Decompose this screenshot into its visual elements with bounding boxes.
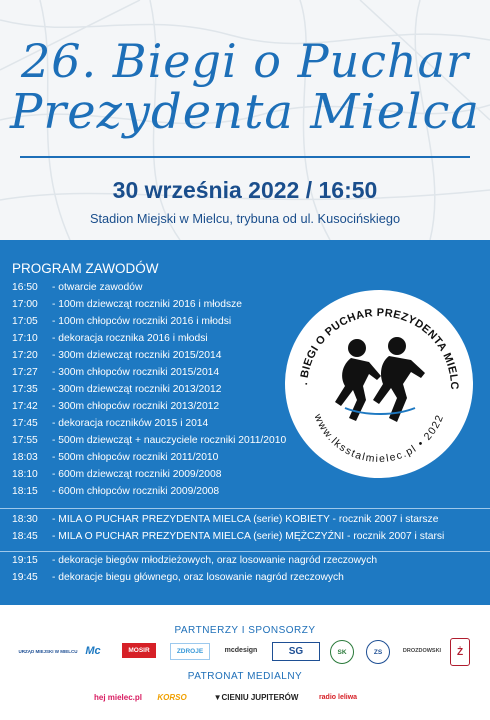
partner-logo-text: mcdesign — [224, 647, 258, 654]
program-time: 17:35 — [12, 384, 38, 395]
program-time: 19:45 — [12, 572, 38, 583]
program-label: - dekoracje biegów młodzieżowych, oraz losowanie nagród rzeczowych — [52, 555, 378, 566]
program-time: 16:50 — [12, 282, 38, 293]
program-time: 17:27 — [12, 367, 38, 378]
program-section — [0, 240, 490, 605]
program-time: 17:55 — [12, 435, 38, 446]
title-line-2: Prezydenta Mielca — [9, 84, 481, 140]
program-label: - 600m dziewcząt roczniki 2009/2008 — [52, 469, 222, 480]
badge-arc-top: . BIEGI O PUCHAR PREZYDENTA MIELC — [298, 306, 461, 391]
program-row — [12, 282, 142, 299]
program-row — [12, 486, 219, 503]
program-label: - 600m chłopców roczniki 2009/2008 — [52, 486, 220, 497]
program-row — [12, 452, 218, 469]
partner-logo-text: SG — [288, 646, 304, 657]
title-underline — [20, 156, 470, 158]
program-row — [12, 401, 219, 418]
program-label: - 100m dziewcząt roczniki 2016 i młodsze — [52, 299, 242, 310]
partner-logo-text: MOSIR — [128, 647, 150, 654]
program-row — [12, 316, 231, 333]
header — [0, 0, 490, 240]
program-time: 18:30 — [12, 514, 38, 525]
program-row — [12, 435, 286, 452]
program-label: - 300m dziewcząt roczniki 2013/2012 — [52, 384, 222, 395]
partner-logo-mcdesign — [220, 643, 262, 658]
media-logo-text: ▼CIENIU JUPITERÓW — [213, 692, 299, 702]
media-title: PATRONAT MEDIALNY — [187, 671, 303, 682]
program-label: - MILA O PUCHAR PREZYDENTA MIELCA (serie) MĘŻCZYŹNI - rocznik 2007 i starsi — [52, 531, 445, 542]
program-time: 18:45 — [12, 531, 38, 542]
ceremony-row — [12, 555, 377, 572]
main-race-row — [12, 514, 438, 531]
badge-arc-bottom: www.lksstalmielec.pl • 2022 — [311, 412, 447, 466]
partner-logo-mosir — [122, 643, 156, 658]
program-label: - 500m dziewcząt + nauczyciele roczniki 2011/2010 — [52, 435, 287, 446]
program-label: - 300m chłopców roczniki 2013/2012 — [52, 401, 220, 412]
program-row — [12, 418, 208, 435]
program-label: - MILA O PUCHAR PREZYDENTA MIELCA (serie) KOBIETY - rocznik 2007 i starsze — [52, 514, 439, 525]
program-label: - dekoracja roczników 2015 i 2014 — [52, 418, 209, 429]
program-time: 19:15 — [12, 555, 38, 566]
program-time: 18:15 — [12, 486, 38, 497]
media-logo-radio-leliwa — [318, 687, 358, 707]
main-race-row — [12, 531, 444, 548]
event-date: 30 września 2022 / 16:50 — [112, 177, 378, 203]
partner-logo-text: DROZDOWSKI — [402, 647, 442, 654]
program-label: - 300m dziewcząt roczniki 2015/2014 — [52, 350, 222, 361]
program-time: 17:45 — [12, 418, 38, 429]
program-label: - 100m chłopców roczniki 2016 i młodsi — [52, 316, 232, 327]
program-row — [12, 333, 208, 350]
partner-logo-sk — [330, 640, 354, 664]
partner-logo-urzad — [18, 642, 78, 660]
event-badge — [285, 290, 473, 478]
partner-logo-sg — [272, 642, 320, 661]
partner-logo-text: URZĄD MIEJSKI W MIELCU — [18, 648, 78, 654]
program-label: - otwarcie zawodów — [52, 282, 143, 293]
media-logo-hej — [94, 689, 142, 705]
partner-logo-mc — [75, 642, 111, 660]
partner-logo-text: Ż — [456, 646, 464, 658]
partner-logo-text: SK — [337, 648, 347, 656]
event-venue: Stadion Miejski w Mielcu, trybuna od ul. Kusocińskiego — [89, 211, 401, 226]
partner-logo-text: Mc — [85, 645, 101, 657]
program-label: - 300m chłopców roczniki 2015/2014 — [52, 367, 220, 378]
partner-logo-zs — [366, 640, 390, 664]
partners-title: PARTNERZY I SPONSORZY — [174, 625, 316, 636]
section-divider — [0, 551, 490, 552]
program-title: PROGRAM ZAWODÓW — [12, 261, 159, 276]
partner-logo-text: ZS — [373, 648, 383, 656]
media-logo-text: radio leliwa — [318, 693, 358, 701]
partner-logo-z — [450, 638, 470, 666]
program-row — [12, 469, 221, 486]
program-time: 17:42 — [12, 401, 38, 412]
program-time: 18:10 — [12, 469, 38, 480]
program-time: 17:10 — [12, 333, 38, 344]
media-logo-text: KORSO — [157, 692, 187, 702]
program-time: 18:03 — [12, 452, 38, 463]
section-divider — [0, 508, 490, 509]
program-label: - 500m chłopców roczniki 2011/2010 — [52, 452, 219, 463]
program-time: 17:05 — [12, 316, 38, 327]
program-time: 17:00 — [12, 299, 38, 310]
program-row — [12, 350, 221, 367]
media-logo-cieniu-jupiterow — [202, 689, 310, 705]
program-label: - dekoracje biegu głównego, oraz losowanie nagród rzeczowych — [52, 572, 344, 583]
badge-graphic — [285, 290, 473, 478]
program-row — [12, 299, 242, 316]
title-line-1: 26. Biegi o Puchar — [21, 34, 469, 88]
program-row — [12, 367, 219, 384]
partner-logo-drozdowski — [398, 642, 446, 659]
program-label: - dekoracja rocznika 2016 i młodsi — [52, 333, 208, 344]
partner-logo-zdroje — [170, 643, 210, 660]
program-time: 17:20 — [12, 350, 38, 361]
ceremony-row — [12, 572, 344, 589]
media-logo-korso — [152, 689, 192, 705]
media-logo-text: hej mielec.pl — [93, 692, 143, 702]
partner-logo-text: ZDROJE — [176, 648, 204, 655]
program-row — [12, 384, 221, 401]
